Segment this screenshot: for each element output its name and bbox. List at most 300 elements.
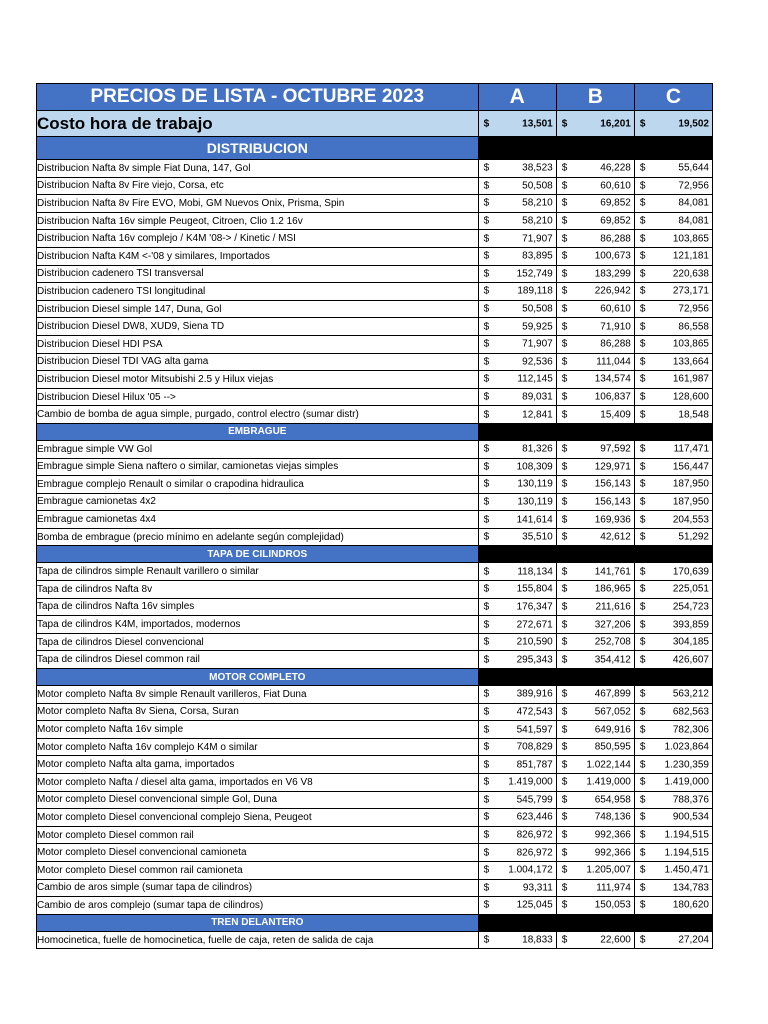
amount: 623,446 bbox=[516, 811, 553, 823]
price-cell-a bbox=[478, 861, 556, 879]
section-fill-cell bbox=[556, 546, 634, 563]
price-cell-a bbox=[478, 476, 556, 494]
service-description: Motor completo Diesel convencional complejo Siena, Peugeot bbox=[37, 809, 479, 827]
currency-symbol: $ bbox=[483, 409, 490, 421]
amount: 93,311 bbox=[522, 882, 553, 894]
currency-symbol: $ bbox=[639, 706, 646, 718]
service-description: Distribucion cadenero TSI transversal bbox=[37, 265, 479, 283]
currency-symbol: $ bbox=[639, 373, 646, 385]
currency-symbol: $ bbox=[561, 303, 568, 315]
price-cell-a bbox=[478, 563, 556, 581]
currency-symbol: $ bbox=[483, 794, 490, 806]
service-description: Distribucion Nafta 8v simple Fiat Duna, 147, Gol bbox=[37, 160, 479, 178]
amount: 141,614 bbox=[516, 514, 553, 526]
price-cell-a bbox=[478, 774, 556, 792]
price-cell-b bbox=[556, 212, 634, 230]
service-description: Embrague camionetas 4x4 bbox=[37, 511, 479, 529]
section-title: TAPA DE CILINDROS bbox=[37, 546, 479, 563]
amount: 12,841 bbox=[522, 409, 553, 421]
price-cell-b bbox=[556, 318, 634, 336]
price-cell-c bbox=[634, 247, 712, 265]
amount: 210,590 bbox=[516, 636, 553, 648]
price-cell-a bbox=[478, 931, 556, 949]
section-fill-cell bbox=[478, 914, 556, 931]
amount: 18,548 bbox=[678, 409, 709, 421]
price-cell-c bbox=[634, 511, 712, 529]
amount: 118,134 bbox=[517, 566, 553, 578]
currency-symbol: $ bbox=[639, 654, 646, 666]
currency-symbol: $ bbox=[561, 811, 568, 823]
table-row bbox=[37, 844, 713, 862]
amount: 1.419,000 bbox=[664, 776, 709, 788]
price-cell-b bbox=[556, 388, 634, 406]
currency-symbol: $ bbox=[561, 321, 568, 333]
labor-cost-label: Costo hora de trabajo bbox=[37, 111, 479, 137]
currency-symbol: $ bbox=[483, 303, 490, 315]
currency-symbol: $ bbox=[561, 118, 568, 129]
currency-symbol: $ bbox=[561, 776, 568, 788]
price-cell-c bbox=[634, 353, 712, 371]
amount: 389,916 bbox=[516, 688, 553, 700]
amount: 788,376 bbox=[672, 794, 709, 806]
currency-symbol: $ bbox=[483, 180, 490, 192]
price-cell-a bbox=[478, 844, 556, 862]
amount: 27,204 bbox=[678, 934, 709, 946]
amount: 59,925 bbox=[522, 321, 553, 333]
price-cell-a bbox=[478, 388, 556, 406]
service-description: Motor completo Nafta 16v simple bbox=[37, 721, 479, 739]
price-cell-b bbox=[556, 247, 634, 265]
service-description: Embrague simple VW Gol bbox=[37, 440, 479, 458]
price-cell-b bbox=[556, 809, 634, 827]
amount: 46,228 bbox=[600, 162, 631, 174]
currency-symbol: $ bbox=[639, 180, 646, 192]
service-description: Distribucion Diesel motor Mitsubishi 2.5 y Hilux viejas bbox=[37, 371, 479, 389]
currency-symbol: $ bbox=[561, 688, 568, 700]
price-cell-b bbox=[556, 721, 634, 739]
currency-symbol: $ bbox=[483, 531, 490, 543]
table-row bbox=[37, 616, 713, 634]
currency-symbol: $ bbox=[639, 118, 646, 129]
amount: 42,612 bbox=[600, 531, 631, 543]
price-cell-b bbox=[556, 371, 634, 389]
currency-symbol: $ bbox=[639, 829, 646, 841]
section-fill-cell bbox=[478, 137, 556, 160]
table-row bbox=[37, 861, 713, 879]
currency-symbol: $ bbox=[483, 321, 490, 333]
price-cell-c bbox=[634, 458, 712, 476]
amount: 156,143 bbox=[594, 478, 631, 490]
section-fill-cell bbox=[478, 423, 556, 440]
section-header-tren-delantero bbox=[37, 914, 713, 931]
currency-symbol: $ bbox=[639, 636, 646, 648]
price-cell-b bbox=[556, 335, 634, 353]
currency-symbol: $ bbox=[639, 268, 646, 280]
amount: 130,119 bbox=[517, 478, 553, 490]
price-cell-a bbox=[478, 493, 556, 511]
price-cell-c bbox=[634, 844, 712, 862]
amount: 103,865 bbox=[672, 233, 709, 245]
amount: 272,671 bbox=[516, 619, 553, 631]
service-description: Tapa de cilindros Nafta 16v simples bbox=[37, 598, 479, 616]
currency-symbol: $ bbox=[639, 285, 646, 297]
currency-symbol: $ bbox=[639, 461, 646, 473]
price-cell-c bbox=[634, 318, 712, 336]
amount: 393,859 bbox=[672, 619, 709, 631]
currency-symbol: $ bbox=[483, 356, 490, 368]
amount: 254,723 bbox=[672, 601, 709, 613]
amount: 100,673 bbox=[594, 250, 631, 262]
amount: 545,799 bbox=[516, 794, 553, 806]
price-cell-a bbox=[478, 265, 556, 283]
price-cell-a bbox=[478, 598, 556, 616]
price-cell-b bbox=[556, 791, 634, 809]
price-cell-c bbox=[634, 406, 712, 424]
currency-symbol: $ bbox=[483, 829, 490, 841]
currency-symbol: $ bbox=[483, 443, 490, 455]
price-cell-c bbox=[634, 230, 712, 248]
price-cell-b bbox=[556, 897, 634, 915]
service-description: Motor completo Diesel convencional simple Gol, Duna bbox=[37, 791, 479, 809]
currency-symbol: $ bbox=[561, 215, 568, 227]
price-cell-a bbox=[478, 703, 556, 721]
service-description: Motor completo Diesel common rail camioneta bbox=[37, 861, 479, 879]
amount: 189,118 bbox=[517, 285, 553, 297]
currency-symbol: $ bbox=[483, 285, 490, 297]
table-row bbox=[37, 931, 713, 949]
table-row bbox=[37, 247, 713, 265]
title-row bbox=[37, 84, 713, 111]
currency-symbol: $ bbox=[561, 162, 568, 174]
price-cell-a bbox=[478, 616, 556, 634]
amount: 50,508 bbox=[522, 180, 553, 192]
currency-symbol: $ bbox=[639, 443, 646, 455]
price-cell-a bbox=[478, 212, 556, 230]
currency-symbol: $ bbox=[483, 566, 490, 578]
currency-symbol: $ bbox=[483, 706, 490, 718]
amount: 111,974 bbox=[596, 882, 631, 894]
service-description: Distribucion Diesel Hilux '05 --> bbox=[37, 388, 479, 406]
price-cell-c bbox=[634, 493, 712, 511]
currency-symbol: $ bbox=[561, 899, 568, 911]
currency-symbol: $ bbox=[561, 373, 568, 385]
currency-symbol: $ bbox=[483, 373, 490, 385]
service-description: Motor completo Diesel convencional camioneta bbox=[37, 844, 479, 862]
amount: 81,326 bbox=[522, 443, 553, 455]
amount: 103,865 bbox=[672, 338, 709, 350]
currency-symbol: $ bbox=[561, 197, 568, 209]
currency-symbol: $ bbox=[483, 583, 490, 595]
service-description: Tapa de cilindros Diesel convencional bbox=[37, 633, 479, 651]
section-title: DISTRIBUCION bbox=[37, 137, 479, 160]
amount: 128,600 bbox=[672, 391, 709, 403]
price-cell-a bbox=[478, 335, 556, 353]
price-cell-a bbox=[478, 230, 556, 248]
currency-symbol: $ bbox=[483, 250, 490, 262]
labor-cost-row bbox=[37, 111, 713, 137]
price-cell-a bbox=[478, 177, 556, 195]
amount: 38,523 bbox=[522, 162, 553, 174]
currency-symbol: $ bbox=[483, 338, 490, 350]
amount: 129,971 bbox=[594, 461, 631, 473]
price-cell-c bbox=[634, 879, 712, 897]
amount: 186,965 bbox=[594, 583, 631, 595]
price-cell-c bbox=[634, 563, 712, 581]
price-cell-b bbox=[556, 528, 634, 546]
amount: 55,644 bbox=[678, 162, 709, 174]
price-cell-c bbox=[634, 791, 712, 809]
currency-symbol: $ bbox=[561, 443, 568, 455]
currency-symbol: $ bbox=[639, 478, 646, 490]
price-cell-a bbox=[478, 897, 556, 915]
amount: 708,829 bbox=[516, 741, 553, 753]
currency-symbol: $ bbox=[561, 461, 568, 473]
amount: 71,910 bbox=[600, 321, 631, 333]
amount: 1.004,172 bbox=[508, 864, 553, 876]
amount: 97,592 bbox=[600, 443, 631, 455]
column-header-a: A bbox=[478, 84, 556, 111]
section-fill-cell bbox=[556, 669, 634, 686]
service-description: Bomba de embrague (precio mínimo en adelante según complejidad) bbox=[37, 528, 479, 546]
price-cell-b bbox=[556, 931, 634, 949]
table-row bbox=[37, 335, 713, 353]
price-cell-c bbox=[634, 774, 712, 792]
amount: 826,972 bbox=[516, 847, 553, 859]
currency-symbol: $ bbox=[483, 215, 490, 227]
amount: 1.194,515 bbox=[664, 847, 709, 859]
service-description: Cambio de aros complejo (sumar tapa de cilindros) bbox=[37, 897, 479, 915]
table-row bbox=[37, 826, 713, 844]
price-cell-c bbox=[634, 212, 712, 230]
section-fill-cell bbox=[634, 546, 712, 563]
currency-symbol: $ bbox=[561, 391, 568, 403]
price-cell-a bbox=[478, 353, 556, 371]
currency-symbol: $ bbox=[561, 829, 568, 841]
price-cell-a bbox=[478, 721, 556, 739]
price-cell-c bbox=[634, 283, 712, 301]
price-cell-b bbox=[556, 581, 634, 599]
price-cell-a bbox=[478, 738, 556, 756]
currency-symbol: $ bbox=[561, 268, 568, 280]
price-cell-b bbox=[556, 458, 634, 476]
currency-symbol: $ bbox=[483, 197, 490, 209]
price-cell-b bbox=[556, 774, 634, 792]
table-row bbox=[37, 721, 713, 739]
amount: 86,288 bbox=[600, 233, 631, 245]
amount: 152,749 bbox=[516, 268, 553, 280]
price-cell-b bbox=[556, 476, 634, 494]
amount: 567,052 bbox=[594, 706, 631, 718]
amount: 108,309 bbox=[516, 461, 553, 473]
currency-symbol: $ bbox=[483, 654, 490, 666]
service-description: Homocinetica, fuelle de homocinetica, fuelle de caja, reten de salida de caja bbox=[37, 931, 479, 949]
table-row bbox=[37, 598, 713, 616]
amount: 851,787 bbox=[516, 759, 553, 771]
table-row bbox=[37, 511, 713, 529]
amount: 72,956 bbox=[678, 303, 709, 315]
price-cell-c bbox=[634, 388, 712, 406]
currency-symbol: $ bbox=[561, 478, 568, 490]
table-row bbox=[37, 353, 713, 371]
price-cell-c bbox=[634, 738, 712, 756]
amount: 51,292 bbox=[678, 531, 709, 543]
amount: 60,610 bbox=[600, 303, 631, 315]
price-list-table bbox=[36, 83, 713, 949]
amount: 89,031 bbox=[522, 391, 553, 403]
amount: 111,044 bbox=[596, 356, 631, 368]
currency-symbol: $ bbox=[639, 514, 646, 526]
price-cell-c bbox=[634, 581, 712, 599]
amount: 141,761 bbox=[594, 566, 631, 578]
table-row bbox=[37, 371, 713, 389]
amount: 354,412 bbox=[594, 654, 631, 666]
currency-symbol: $ bbox=[561, 233, 568, 245]
price-cell-b bbox=[556, 563, 634, 581]
price-cell-a bbox=[478, 756, 556, 774]
table-row bbox=[37, 774, 713, 792]
amount: 1.230,359 bbox=[664, 759, 709, 771]
table-row bbox=[37, 493, 713, 511]
amount: 211,616 bbox=[595, 601, 631, 613]
currency-symbol: $ bbox=[483, 636, 490, 648]
section-fill-cell bbox=[478, 546, 556, 563]
amount: 426,607 bbox=[672, 654, 709, 666]
amount: 84,081 bbox=[678, 197, 709, 209]
amount: 183,299 bbox=[594, 268, 631, 280]
currency-symbol: $ bbox=[483, 391, 490, 403]
currency-symbol: $ bbox=[639, 566, 646, 578]
service-description: Distribucion Diesel simple 147, Duna, Gol bbox=[37, 300, 479, 318]
amount: 69,852 bbox=[600, 197, 631, 209]
table-row bbox=[37, 458, 713, 476]
currency-symbol: $ bbox=[561, 934, 568, 946]
currency-symbol: $ bbox=[639, 864, 646, 876]
currency-symbol: $ bbox=[561, 514, 568, 526]
table-row bbox=[37, 703, 713, 721]
price-cell-b bbox=[556, 879, 634, 897]
amount: 176,347 bbox=[516, 601, 553, 613]
table-row bbox=[37, 177, 713, 195]
price-cell-b bbox=[556, 493, 634, 511]
amount: 1.022,144 bbox=[586, 759, 631, 771]
table-row bbox=[37, 406, 713, 424]
price-cell-a bbox=[478, 791, 556, 809]
currency-symbol: $ bbox=[561, 724, 568, 736]
service-description: Tapa de cilindros Diesel common rail bbox=[37, 651, 479, 669]
amount: 273,171 bbox=[672, 285, 709, 297]
service-description: Motor completo Nafta 8v simple Renault varilleros, Fiat Duna bbox=[37, 686, 479, 704]
price-cell-a bbox=[478, 300, 556, 318]
price-cell-c bbox=[634, 633, 712, 651]
amount: 187,950 bbox=[672, 496, 709, 508]
service-description: Motor completo Nafta alta gama, importados bbox=[37, 756, 479, 774]
amount: 1.419,000 bbox=[586, 776, 631, 788]
section-fill-cell bbox=[634, 423, 712, 440]
amount: 133,664 bbox=[672, 356, 709, 368]
column-header-c: C bbox=[634, 84, 712, 111]
amount: 134,783 bbox=[672, 882, 709, 894]
currency-symbol: $ bbox=[639, 601, 646, 613]
amount: 563,212 bbox=[672, 688, 709, 700]
price-cell-c bbox=[634, 265, 712, 283]
amount: 748,136 bbox=[594, 811, 631, 823]
currency-symbol: $ bbox=[639, 794, 646, 806]
amount: 170,639 bbox=[672, 566, 709, 578]
currency-symbol: $ bbox=[483, 724, 490, 736]
price-cell-c bbox=[634, 371, 712, 389]
amount: 295,343 bbox=[516, 654, 553, 666]
amount: 71,907 bbox=[522, 233, 553, 245]
table-row bbox=[37, 230, 713, 248]
table-row bbox=[37, 160, 713, 178]
service-description: Motor completo Nafta / diesel alta gama, importados en V6 V8 bbox=[37, 774, 479, 792]
amount: 992,366 bbox=[594, 847, 631, 859]
amount: 16,201 bbox=[600, 118, 631, 129]
price-cell-a bbox=[478, 511, 556, 529]
currency-symbol: $ bbox=[561, 706, 568, 718]
service-description: Tapa de cilindros Nafta 8v bbox=[37, 581, 479, 599]
currency-symbol: $ bbox=[561, 759, 568, 771]
section-fill-cell bbox=[478, 669, 556, 686]
amount: 541,597 bbox=[516, 724, 553, 736]
price-cell-a bbox=[478, 371, 556, 389]
price-cell-b bbox=[556, 861, 634, 879]
section-header-motor-completo bbox=[37, 669, 713, 686]
table-row bbox=[37, 476, 713, 494]
service-description: Distribucion cadenero TSI longitudinal bbox=[37, 283, 479, 301]
amount: 121,181 bbox=[672, 250, 709, 262]
currency-symbol: $ bbox=[483, 811, 490, 823]
price-cell-c bbox=[634, 528, 712, 546]
price-cell-b bbox=[556, 353, 634, 371]
amount: 155,804 bbox=[516, 583, 553, 595]
table-row bbox=[37, 283, 713, 301]
amount: 156,143 bbox=[594, 496, 631, 508]
currency-symbol: $ bbox=[483, 619, 490, 631]
price-cell-b bbox=[556, 177, 634, 195]
currency-symbol: $ bbox=[561, 882, 568, 894]
currency-symbol: $ bbox=[639, 934, 646, 946]
currency-symbol: $ bbox=[561, 794, 568, 806]
amount: 84,081 bbox=[678, 215, 709, 227]
table-row bbox=[37, 318, 713, 336]
service-description: Motor completo Nafta 8v Siena, Corsa, Suran bbox=[37, 703, 479, 721]
currency-symbol: $ bbox=[639, 356, 646, 368]
currency-symbol: $ bbox=[561, 636, 568, 648]
currency-symbol: $ bbox=[483, 601, 490, 613]
price-cell-a bbox=[478, 581, 556, 599]
currency-symbol: $ bbox=[639, 162, 646, 174]
price-cell-b bbox=[556, 283, 634, 301]
service-description: Tapa de cilindros K4M, importados, modernos bbox=[37, 616, 479, 634]
section-fill-cell bbox=[634, 137, 712, 160]
currency-symbol: $ bbox=[561, 409, 568, 421]
table-row bbox=[37, 686, 713, 704]
service-description: Distribucion Nafta K4M <-'08 y similares, Importados bbox=[37, 247, 479, 265]
table-row bbox=[37, 897, 713, 915]
currency-symbol: $ bbox=[639, 847, 646, 859]
currency-symbol: $ bbox=[639, 391, 646, 403]
price-cell-c bbox=[634, 651, 712, 669]
price-cell-a bbox=[478, 195, 556, 213]
table-row bbox=[37, 388, 713, 406]
section-title: EMBRAGUE bbox=[37, 423, 479, 440]
currency-symbol: $ bbox=[639, 583, 646, 595]
table-row bbox=[37, 633, 713, 651]
amount: 220,638 bbox=[672, 268, 709, 280]
price-cell-c bbox=[634, 440, 712, 458]
service-description: Distribucion Nafta 8v Fire viejo, Corsa, etc bbox=[37, 177, 479, 195]
